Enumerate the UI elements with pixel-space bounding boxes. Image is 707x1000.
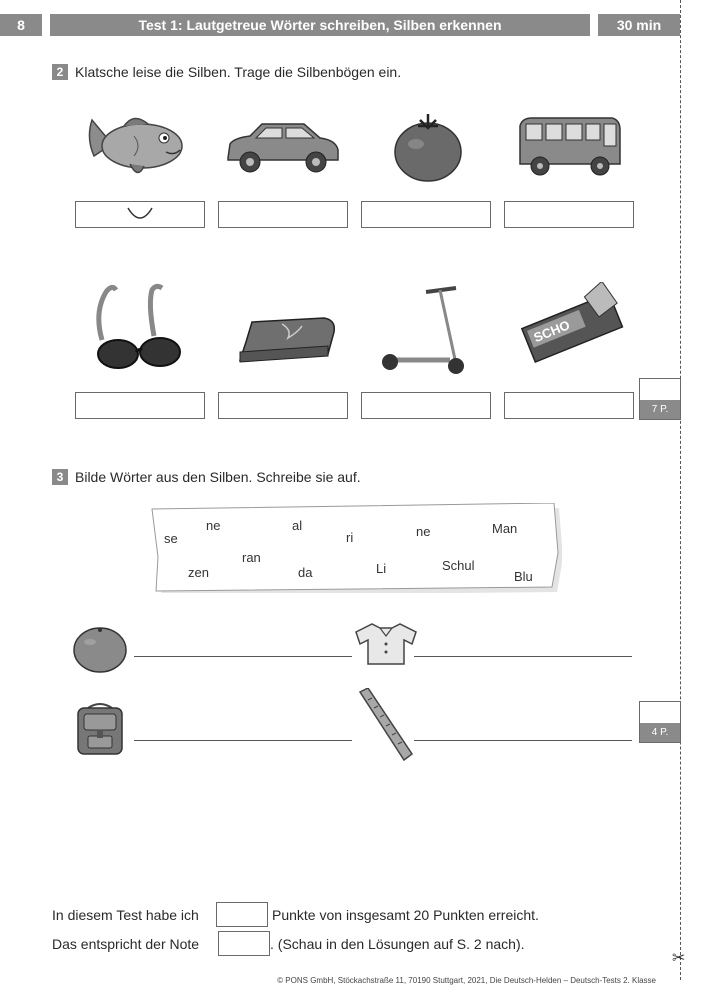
syllable-li: Li — [376, 561, 387, 576]
scissors-icon: ✂ — [672, 950, 686, 967]
task-2-instruction: Klatsche leise die Silben. Trage die Silbenbögen ein. — [75, 64, 402, 80]
footer-line-1-end: Punkte von insgesamt 20 Punkten erreicht. — [272, 907, 539, 923]
syllable-blu: Blu — [514, 569, 533, 584]
copyright-line: © PONS GmbH, Stöckachstraße 11, 70190 Stuttgart, 2021, Die Deutsch-Helden – Deutsch-Tests 2. Klasse — [277, 976, 656, 985]
syllable-answer-pencil-case[interactable] — [218, 392, 348, 419]
ruler-icon — [354, 688, 416, 762]
points-achieved-box[interactable] — [216, 902, 268, 927]
syllable-arc-example — [76, 202, 204, 227]
syllable-answer-fish[interactable] — [75, 201, 205, 228]
task-3-number: 3 — [52, 469, 68, 485]
svg-text:SCHO: SCHO — [531, 317, 572, 346]
footer-line-2-start: Das entspricht der Note — [52, 936, 200, 952]
time-limit: 30 min — [598, 14, 680, 36]
task-2-number: 2 — [52, 64, 68, 80]
car-icon — [224, 120, 342, 178]
footer-line-1 — [52, 907, 199, 923]
task-3-heading — [52, 469, 361, 485]
syllable-answer-tomato[interactable] — [361, 201, 491, 228]
points-box-task-3[interactable] — [639, 701, 681, 743]
fish-icon — [84, 108, 192, 184]
syllable-answer-scooter[interactable] — [361, 392, 491, 419]
write-line-ruler[interactable] — [414, 740, 632, 741]
syllable-da: da — [298, 565, 313, 580]
school-bag-icon — [74, 700, 126, 756]
syllable-ran: ran — [242, 550, 261, 565]
task-2-heading — [52, 64, 401, 80]
syllable-al: al — [292, 518, 303, 533]
scooter-icon — [378, 284, 466, 378]
syllable-man: Man — [492, 521, 518, 536]
chocolate-icon — [518, 282, 624, 368]
syllable-ne-2: ne — [416, 524, 431, 539]
syllable-ne-1: ne — [206, 518, 221, 533]
task-3-instruction: Bilde Wörter aus den Silben. Schreibe sie auf. — [75, 469, 361, 485]
cut-line — [680, 0, 681, 980]
points-label-task-3: 4 P. — [640, 723, 680, 742]
footer-line-2 — [52, 936, 199, 952]
syllable-answer-chocolate[interactable] — [504, 392, 634, 419]
bus-icon — [516, 114, 624, 180]
syllable-paper — [150, 503, 562, 593]
syllable-schul: Schul — [442, 558, 475, 573]
write-line-tangerine[interactable] — [134, 656, 352, 657]
tangerine-icon — [72, 624, 128, 674]
write-line-blouse[interactable] — [414, 656, 632, 657]
points-box-task-2[interactable] — [639, 378, 681, 420]
syllable-se: se — [164, 531, 178, 546]
syllable-paper-background — [150, 503, 562, 593]
points-label-task-2: 7 P. — [640, 400, 680, 419]
syllable-zen: zen — [188, 565, 209, 580]
syllable-answer-bus[interactable] — [504, 201, 634, 228]
footer-line-2-end-wrap — [270, 936, 525, 952]
footer-line-1-start: In diesem Test habe ich — [52, 907, 199, 923]
write-line-school-bag[interactable] — [134, 740, 352, 741]
page-number: 8 — [0, 14, 42, 36]
pencil-case-icon — [232, 312, 340, 372]
grade-box[interactable] — [218, 931, 270, 956]
footer-line-2-end: . (Schau in den Lösungen auf S. 2 nach). — [270, 936, 525, 952]
syllable-ri: ri — [346, 530, 354, 545]
tomato-icon — [390, 108, 466, 184]
syllable-answer-car[interactable] — [218, 201, 348, 228]
syllable-answer-sunglasses[interactable] — [75, 392, 205, 419]
test-title: Test 1: Lautgetreue Wörter schreiben, Silben erkennen — [50, 14, 590, 36]
blouse-icon — [352, 622, 420, 666]
sunglasses-icon — [92, 282, 188, 376]
footer-line-1-end-wrap — [272, 907, 539, 923]
